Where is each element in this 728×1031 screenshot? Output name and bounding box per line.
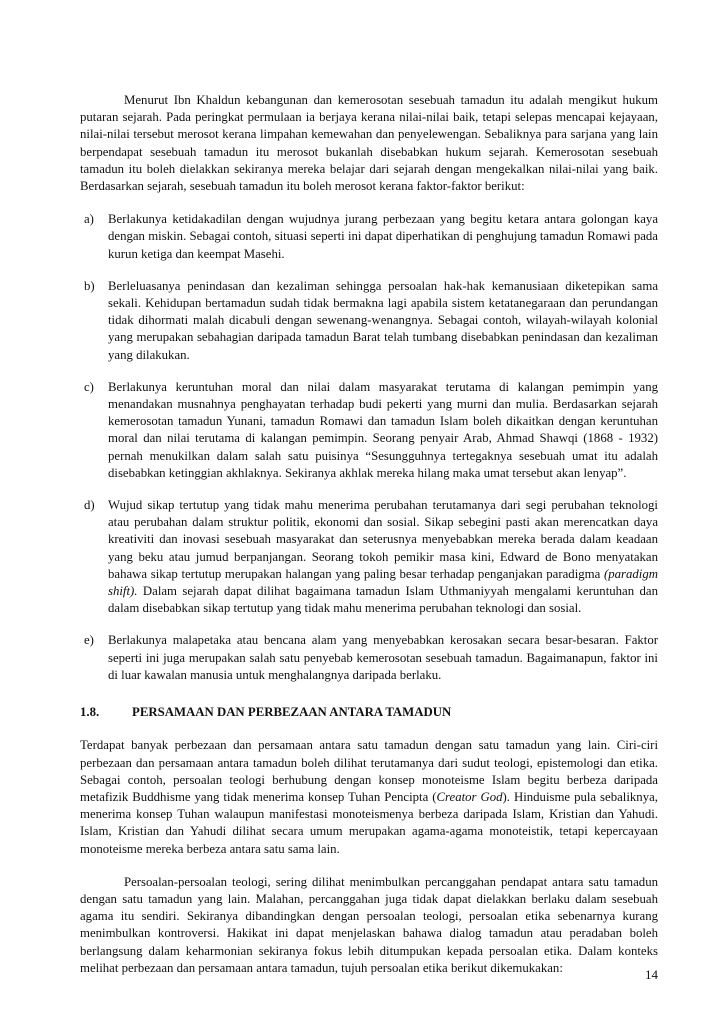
italic-term: (paradigm shift). <box>108 566 658 599</box>
list-marker: d) <box>84 498 95 513</box>
paragraph-text: ). Hinduisme pula sebaliknya, menerima konsep Tuhan walaupun manifestasi monoteismenya berbeza daripada Islam, Kristian dan Yahudi. Islam, Kristian dan Yahudi dilihat secara umum merupakan agama-agama monoteistik, tetapi kepercayaan monoteisme mereka berbeza antara satu sama lain. <box>80 789 658 856</box>
paragraph: Persoalan-persoalan teologi, sering dilihat menimbulkan percanggahan pendapat antara satu tamadun dengan satu tamadun yang lain. Malahan, percanggahan juga tidak dapat dielakkan berlaku dalam sesebuah agama itu sendiri. Sekiranya dibandingkan dengan persoalan teologi, persoalan etika sebenarnya kurang menimbulkan kontroversi. Hakikat ini dapat menjelaskan bahawa dialog tamadun atau peradaban boleh berlangsung dalam keharmonian sekiranya fokus lebih ditumpukan kepada persoalan etika. Dalam konteks melihat perbezaan dan persamaan antara tamadun, tujuh persoalan etika berikut dikemukakan: <box>80 874 658 975</box>
list-item <box>80 497 658 617</box>
list-item <box>80 632 658 684</box>
list-item <box>80 278 658 364</box>
list-item-text: Dalam sejarah dapat dilihat bagaimana tamadun Islam Uthmaniyyah mengalami keruntuhan dan dalam disebabkan sikap tertutup yang tidak mahu menerima perubahan teknologi dan sosial. <box>108 584 658 616</box>
list-item-text: Berleluasanya penindasan dan kezaliman sehingga persoalan hak-hak kemanusiaan diketepikan sama sekali. Kehidupan bertamadun sudah tidak bermakna lagi apabila sistem ketatanegaraan dan perundangan tidak dihormati malah dicabuli dengan sewenang-wenangnya. Sebagai contoh, wilayah-wilayah kolonial yang merupakan sebahagian daripada tamadun Barat telah tumbang disebabkan penindasan dan kezaliman yang dilakukan. <box>108 278 658 362</box>
list-marker: b) <box>84 278 95 293</box>
list-item-text: Berlakunya malapetaka atau bencana alam yang menyebabkan kerosakan secara besar-besaran. Faktor seperti ini juga merupakan salah satu penyebab kemerosotan sesebuah tamadun. Bagaimanapun, faktor ini di luar kawalan manusia untuk menghalangnya daripada berlaku. <box>108 633 658 682</box>
section-heading <box>80 704 658 721</box>
list-marker: e) <box>84 633 94 648</box>
list-item-text: Wujud sikap tertutup yang tidak mahu menerima perubahan terutamanya dari segi perubahan teknologi atau perubahan dalam struktur politik, ekonomi dan sosial. Sikap sebegini pasti akan merencatkan daya kreativiti dan inovasi sesebuah masyarakat dan seterusnya menyebabkan mereka berada dalam keadaan yang beku atau jumud berpanjangan. Seorang tokoh pemikir masa kini, Edward de Bono menyatakan bahawa sikap tertutup merupakan halangan yang paling besar terhadap penganjakan paradigma <box>108 498 658 581</box>
list-item <box>80 379 658 482</box>
list-marker: c) <box>84 379 94 394</box>
italic-term: Creator God <box>436 789 503 804</box>
paragraph-text: Terdapat banyak perbezaan dan persamaan antara satu tamadun dengan satu tamadun yang lain. Ciri-ciri perbezaan dan persamaan antara tamadun boleh dilihat terutamanya dari sudut teologi, epistemologi dan etika. Sebagai contoh, persoalan teologi berhubung dengan konsep monoteisme Islam begitu berbeza daripada metafizik Buddhisme yang tidak menerima konsep Tuhan Pencipta ( <box>80 738 658 804</box>
document-page <box>80 92 658 977</box>
list-marker: a) <box>84 212 94 227</box>
list-item <box>80 211 658 263</box>
section-title: PERSAMAAN DAN PERBEZAAN ANTARA TAMADUN <box>132 705 452 720</box>
intro-paragraph: Menurut Ibn Khaldun kebangunan dan kemerosotan sesebuah tamadun itu adalah mengikut hukum putaran sejarah. Pada peringkat permulaan ia berjaya kerana nilai-nilai baik, tetapi selepas mencapai kejayaan, nilai-nilai tersebut merosot kerana limpahan kemewahan dan penyelewengan. Sebaliknya para sarjana yang lain berpendapat sesebuah tamadun itu merosot bukanlah disebabkan hukum sejarah. Kemerosotan sesebuah tamadun itu boleh dielakkan sekiranya mereka belajar dari sejarah dengan mengekalkan nilai-nilai yang baik. Berdasarkan sejarah, sesebuah tamadun itu boleh merosot kerana faktor-faktor berikut: <box>80 93 658 194</box>
page-number: 14 <box>645 967 658 982</box>
section-number: 1.8. <box>80 705 100 720</box>
list-item-text: Berlakunya ketidakadilan dengan wujudnya jurang perbezaan yang begitu ketara antara golongan kaya dengan miskin. Sebagai contoh, situasi seperti ini dapat diperhatikan di penghujung tamadun Romawi pada kurun ketiga dan keempat Masehi. <box>108 212 658 261</box>
paragraph <box>80 737 658 857</box>
list-item-text: Berlakunya keruntuhan moral dan nilai dalam masyarakat terutama di kalangan pemimpin yang menandakan musnahnya penghayatan terhadap budi pekerti yang murni dan mulia. Berdasarkan sejarah kemerosotan tamadun Yunani, tamadun Romawi dan tamadun Islam boleh dikaitkan dengan keruntuhan moral dan nilai terutama di kalangan pemimpin. Seorang penyair Arab, Ahmad Shawqi (1868 - 1932) pernah menukilkan dalam salah satu puisinya “Sesungguhnya tertegaknya sesebuah umat itu adalah disebabkan ketinggian akhlaknya. Sekiranya akhlak mereka hilang maka umat tersebut akan lenyap”. <box>108 379 658 480</box>
factors-list <box>80 211 658 684</box>
